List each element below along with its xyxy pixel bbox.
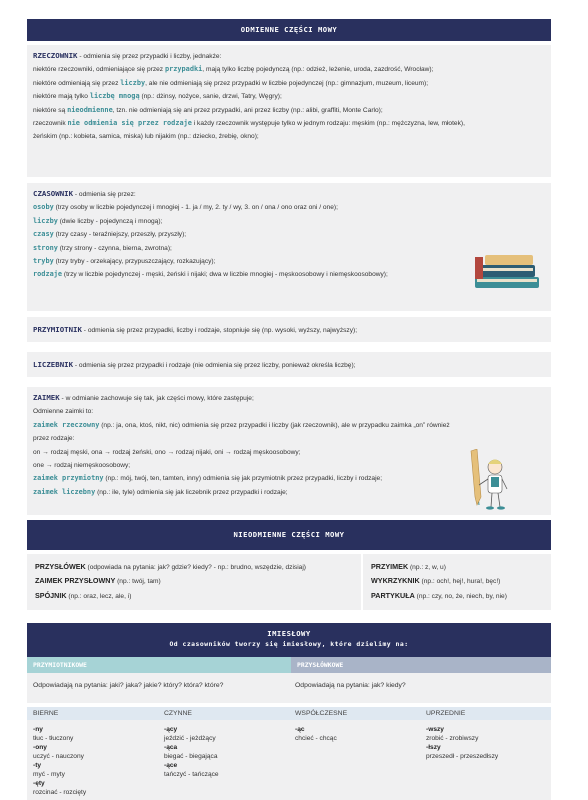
przymiotnik-term: PRZYMIOTNIK <box>33 325 82 334</box>
nieodmienne-section: PRZYSŁÓWEK (odpowiada na pytania: jak? gdzie? kiedy? - np.: brudno, wszędzie, dzisiaj) ZAIMEK PRZYSŁOWNY (np.: twój, tam) SPÓJNIK (np.: oraz, lecz, ale, i) PRZYIMEK (np.: z, w, u) WYKRZYKNIK (np.: och!, hej!, hura!, bęc!) PARTYKUŁA (np.: czy, no, że, niech, by, nie) <box>27 554 551 610</box>
zaimek-term: ZAIMEK <box>33 393 60 402</box>
przyslowkowe-question: Odpowiadają na pytania: jak? kiedy? <box>295 682 406 689</box>
grammar-sheet <box>27 19 551 800</box>
imieslowy-title: IMIESŁOWY <box>267 629 311 638</box>
liczebnik-section: LICZEBNIK - odmienia się przez przypadki i rodzaje (nie odmienia się przez liczby, ponieważ określa liczbę); <box>27 352 551 377</box>
przymiotnik-section: PRZYMIOTNIK - odmienia się przez przypadki, liczby i rodzaje, stopniuje się (np. wysoki, wyższy, najwyższy); <box>27 317 551 342</box>
liczebnik-term: LICZEBNIK <box>33 360 74 369</box>
przyimek-term: PRZYIMEK <box>371 562 409 571</box>
zaimek-przyslowny-term: ZAIMEK PRZYSŁOWNY <box>35 576 116 586</box>
wspolczesne-column: WSPÓŁCZESNE -ąc chcieć - chcąc <box>289 707 420 800</box>
spojnik-term: SPÓJNIK <box>35 590 67 600</box>
pen-figure-icon <box>467 449 513 511</box>
czasownik-term: CZASOWNIK <box>33 189 74 198</box>
odmienne-banner: ODMIENNE CZĘŚCI MOWY <box>27 19 551 41</box>
imieslowy-banner <box>27 623 551 657</box>
uprzednie-column: UPRZEDNIE -wszy zrobić - zrobiwszy -łszy przeszedł - przeszedłszy <box>420 707 551 800</box>
rzeczownik-term: RZECZOWNIK <box>33 51 78 60</box>
zaimek-section: ZAIMEK - w odmianie zachowuje się tak, jak części mowy, które zastępuje; Odmienne zaimki to: zaimek rzeczowny (np.: ja, ona, ktoś, nikt, nic) odmienia się przez przypadki i liczby (jak rzeczownik), ale w przypadku zaimka „on” również przez rodzaje: on → rodzaj męski, ona → rodzaj żeński, ono → rodzaj nijaki, oni → rodzaj męskoosobowy; one → rodzaj niemęskoosobowy; zaimek przymiotny (np.: mój, twój, ten, tamten, inny) odmienia się jak przymiotnik przez przypadki, liczby i rodzaje; zaimek liczebny (np.: ile, tyle) odmienia się jak liczebnik przez przypadki i rodzaje; <box>27 387 551 515</box>
przymiotnikowe-question: Odpowiadają na pytania: jaki? jaka? jakie? który? która? które? <box>33 682 224 689</box>
przyslowkowe-label: PRZYSŁÓWKOWE <box>291 657 551 673</box>
nieodmienne-banner: NIEODMIENNE CZĘŚCI MOWY <box>27 520 551 550</box>
czynne-column: CZYNNE -ący jeździć - jeżdżący -ąca biegać - biegająca -ące tańczyć - tańczące <box>158 707 289 800</box>
imieslowy-questions <box>27 673 551 703</box>
bierne-column: BIERNE -ny tłuc - tłuczony -ony uczyć - nauczony -ty myć - myty -ęty rozcinać - rozcięty <box>27 707 158 800</box>
partykula-term: PARTYKUŁA <box>371 590 415 600</box>
imieslowy-subtitle: Od czasowników tworzy się imiesłowy, które dzielimy na: <box>169 640 409 648</box>
rzeczownik-section: RZECZOWNIK - odmienia się przez przypadki i liczby, jednakże: niektóre rzeczowniki, odmieniające się przez przypadki, mają tylko liczbę pojedynczą (np.: odzież, leżenie, uroda, zazdrość, Wrocław); niektóre odmieniają się przez liczby, ale nie odmieniają się przez przypadki w liczbie pojedynczej (np.: gimnazjum, muzeum, liceum); niektóre mają tylko liczbę mnogą (np.: dżinsy, nożyce, sanie, drzwi, Tatry, Węgry); niektóre są nieodmienne, tzn. nie odmieniają się ani przez przypadki, ani przez liczby (np.: alibi, graffiti, Monte Carlo); rzeczownik nie odmienia się przez rodzaje i każdy rzeczownik występuje tylko w jednym rodzaju: męskim (np.: mężczyzna, lew, młotek), żeńskim (np.: kobieta, samica, miska) lub nijakim (np.: dziecko, źrebię, okno); <box>27 45 551 177</box>
wykrzyknik-term: WYKRZYKNIK <box>371 576 420 586</box>
przymiotnikowe-label: PRZYMIOTNIKOWE <box>27 657 291 673</box>
books-icon <box>471 251 543 291</box>
czasownik-section: CZASOWNIK - odmienia się przez: osoby (trzy osoby w liczbie pojedynczej i mnogiej - 1. ja / my, 2. ty / wy, 3. on / ona / ono oraz oni / one); liczby (dwie liczby - pojedynczą i mnogą); czasy (trzy czasy - teraźniejszy, przeszły, przyszły); strony (trzy strony - czynna, bierna, zwrotna); tryby (trzy tryby - orzekający, przypuszczający, rozkazujący); rodzaje (trzy w liczbie pojedynczej - męski, żeński i nijaki; dwa w liczbie mnogiej - męskoosobowy i niemęskoosobowy); <box>27 183 551 311</box>
imieslowy-parts <box>27 657 551 673</box>
przyslowek-term: PRZYSŁÓWEK <box>35 562 86 571</box>
imieslowy-types <box>27 707 551 800</box>
